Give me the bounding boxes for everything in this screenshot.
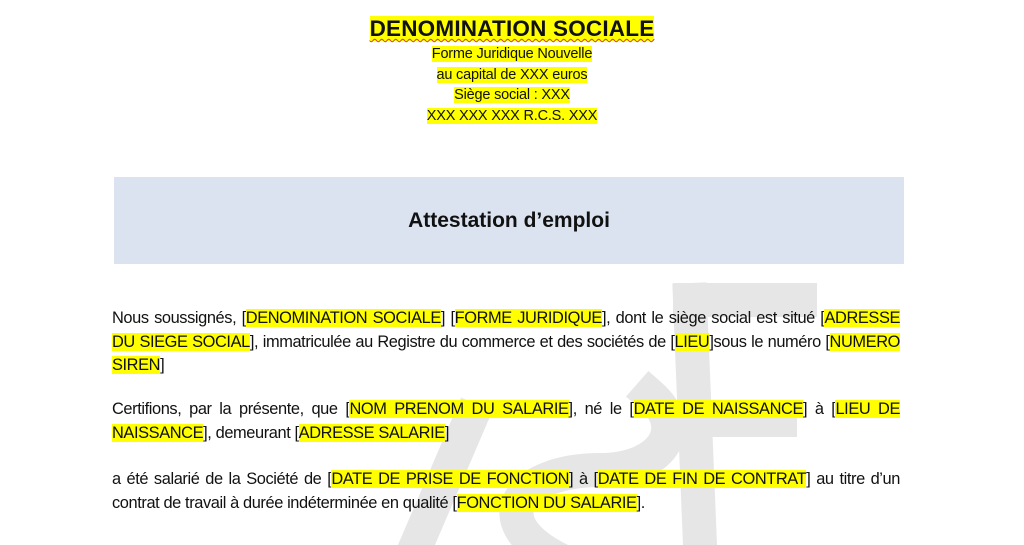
placeholder-start-date: DATE DE PRISE DE FONCTION (331, 470, 570, 489)
title-band (114, 177, 904, 264)
placeholder-job-title: FONCTION DU SALARIE (456, 493, 637, 512)
placeholder-employee-name: NOM PRENOM DU SALARIE (349, 400, 569, 419)
rcs-number: XXX XXX XXX R.C.S. XXX (426, 107, 598, 124)
text-segment: ]. (636, 493, 645, 512)
document-title: Attestation d’emploi (408, 208, 610, 232)
paragraph-employee (112, 398, 900, 445)
company-name: DENOMINATION SOCIALE (369, 16, 655, 41)
placeholder-birth-date: DATE DE NAISSANCE (633, 400, 803, 419)
text-segment: ] à [ (569, 470, 598, 489)
placeholder-employee-address: ADRESSE SALARIE (298, 423, 445, 442)
capital-line (0, 65, 1024, 86)
text-segment: Nous soussignés, [ (112, 309, 246, 328)
text-segment: ] (160, 356, 165, 375)
company-name-line (0, 14, 1024, 44)
legal-form-line (0, 44, 1024, 65)
placeholder-birth-place: LIEU DE NAISSANCE (112, 400, 900, 442)
paragraph-company (112, 307, 900, 378)
placeholder-company-name: DENOMINATION SOCIALE (245, 309, 441, 328)
text-segment: ] (444, 423, 449, 442)
text-segment: Certifions, par la présente, que [ (112, 400, 350, 419)
head-office-line (0, 85, 1024, 106)
text-segment: ]sous le numéro [ (709, 332, 830, 351)
text-segment: a été salarié de la Société de [ (112, 470, 332, 489)
text-segment: ], demeurant [ (203, 423, 299, 442)
capital: au capital de XXX euros (436, 66, 588, 83)
text-segment: ] [ (440, 309, 455, 328)
legal-form: Forme Juridique Nouvelle (431, 46, 593, 62)
text-segment: ] à [ (803, 400, 836, 419)
text-segment: ], né le [ (568, 400, 634, 419)
placeholder-place: LIEU (674, 332, 710, 351)
head-office: Siège social : XXX (454, 87, 570, 103)
text-segment: ] au titre d’un contrat de travail à durée indéterminée en qualité [ (112, 470, 900, 512)
letterhead (0, 14, 1024, 126)
placeholder-end-date: DATE DE FIN DE CONTRAT (597, 470, 807, 489)
rcs-line (0, 106, 1024, 127)
placeholder-head-office-address: ADRESSE DU SIEGE SOCIAL (112, 309, 901, 351)
text-segment: ], immatriculée au Registre du commerce et des sociétés de [ (249, 332, 675, 351)
text-segment: ], dont le siège social est situé [ (601, 309, 825, 328)
paragraph-employment (112, 468, 900, 515)
placeholder-legal-form: FORME JURIDIQUE (454, 309, 602, 328)
placeholder-siren-number: NUMERO SIREN (112, 332, 900, 375)
